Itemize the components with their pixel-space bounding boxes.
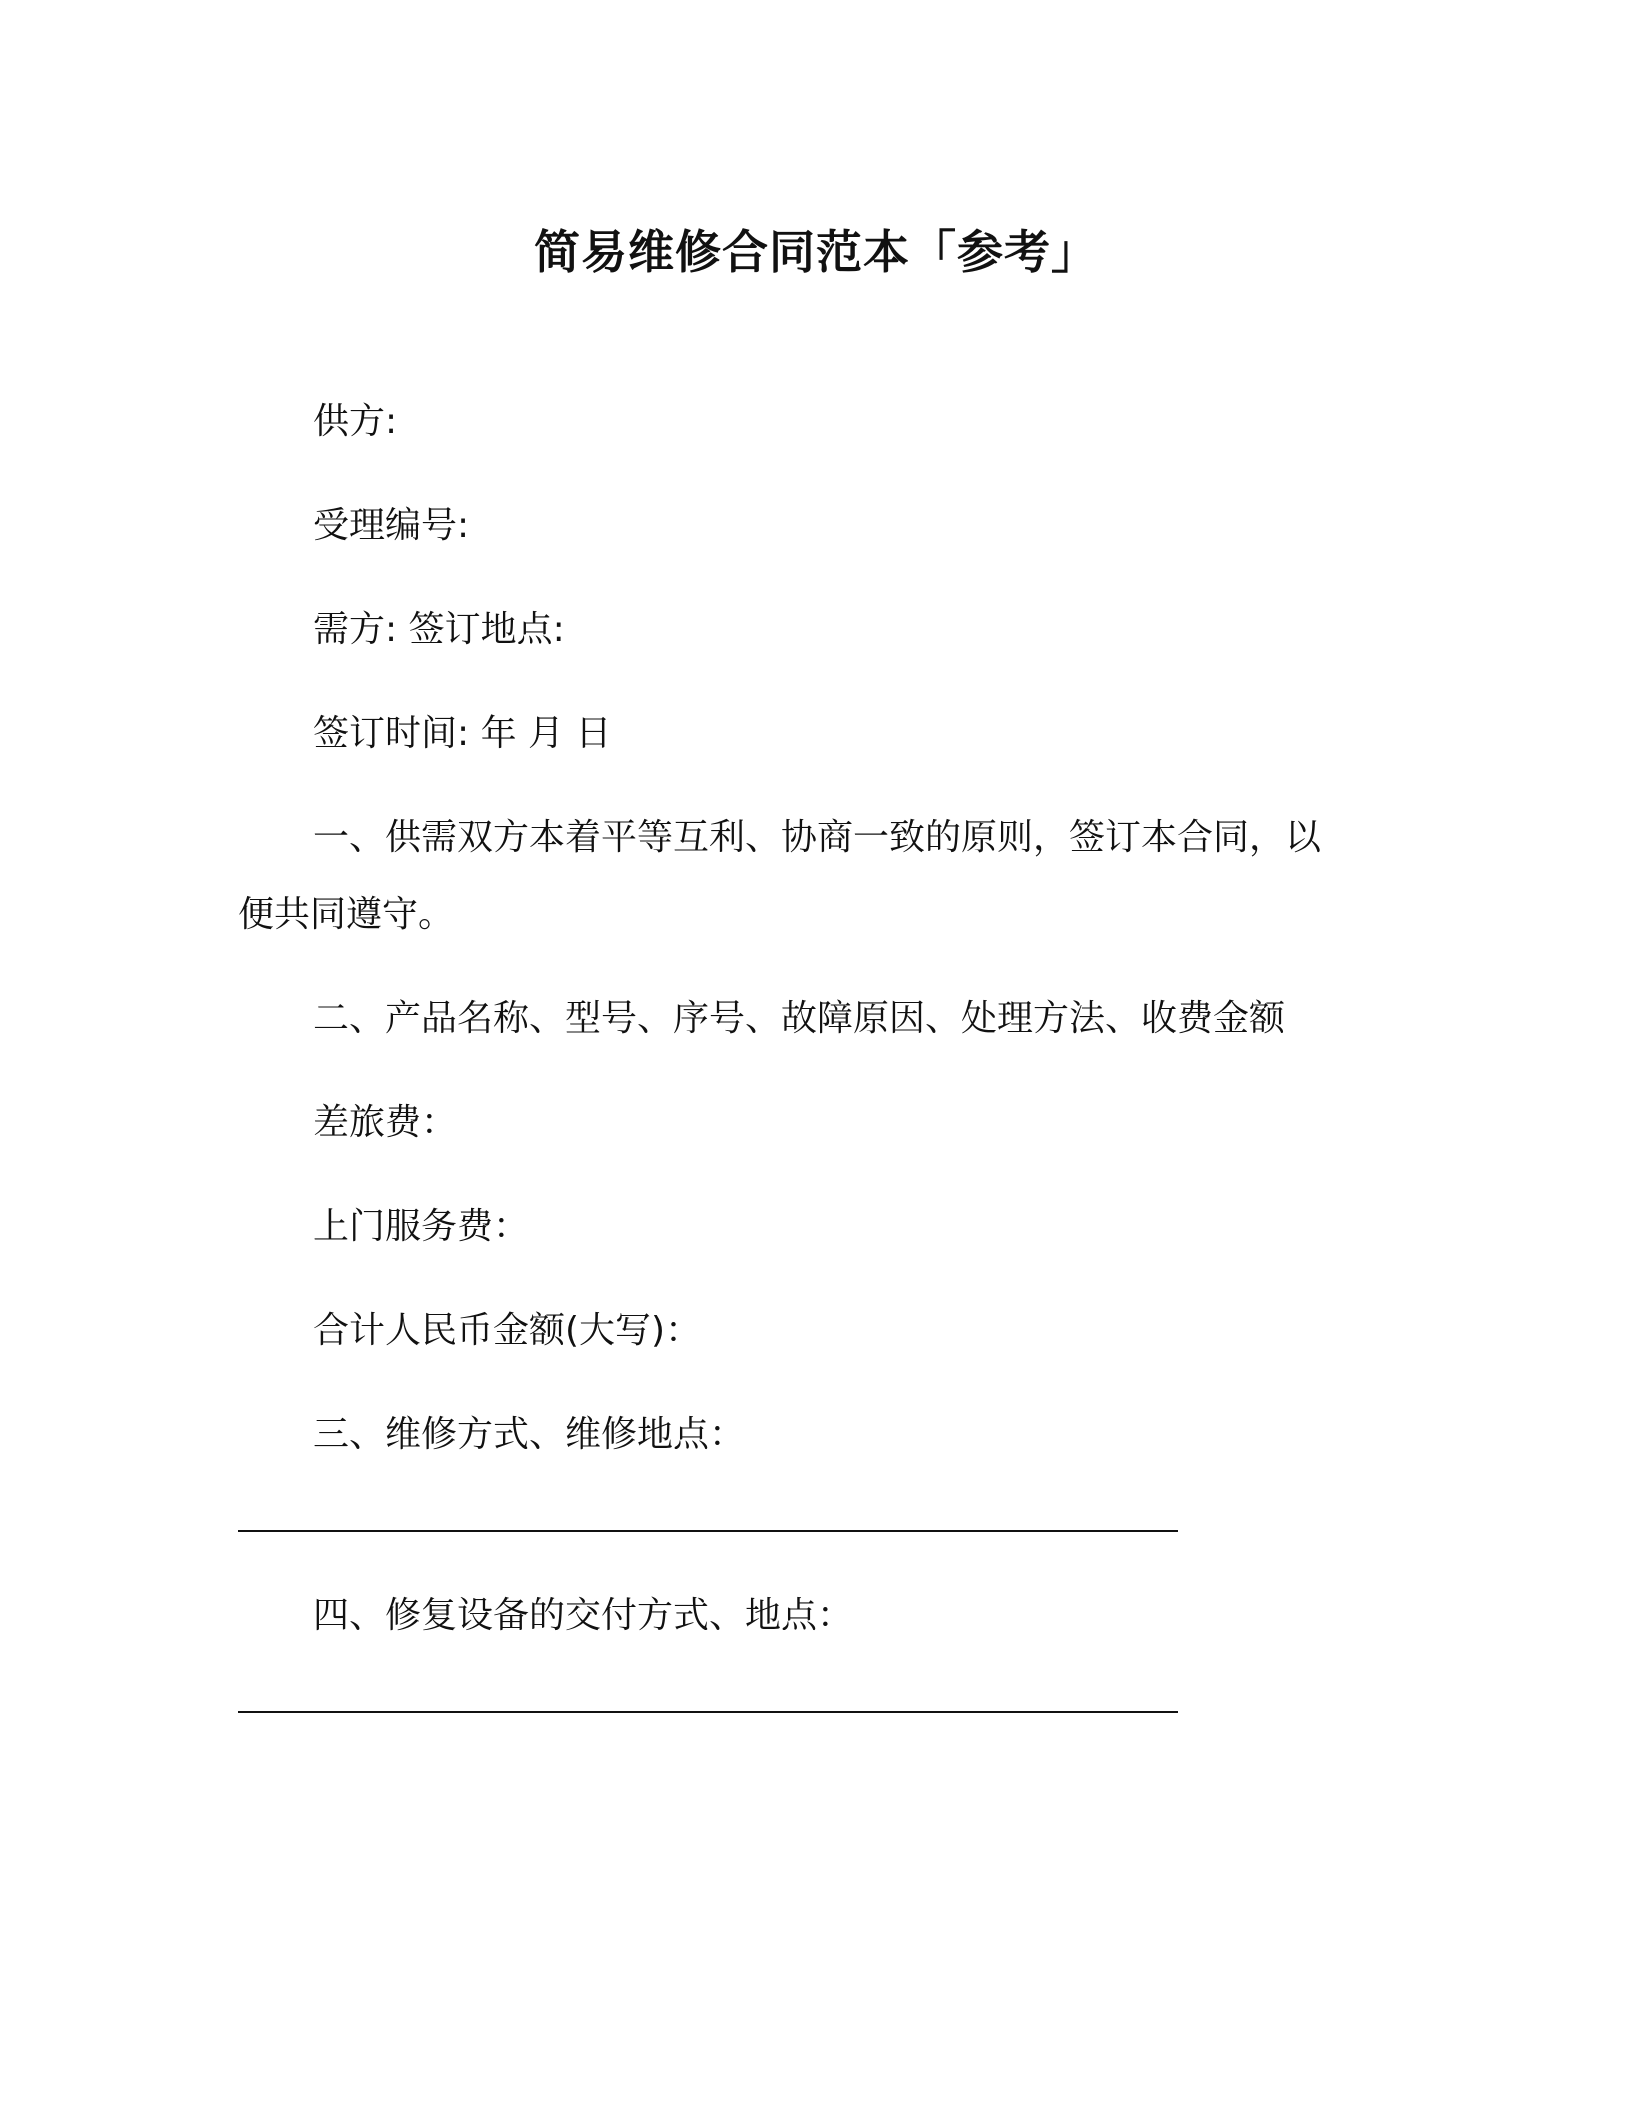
travel-expense-label: 差旅费： <box>313 1102 458 1143</box>
buyer-signing-place-label: 需方: 签订地点: <box>313 609 565 650</box>
clause-one-line-1: 一、供需双方本着平等互利、协商一致的原则，签订本合同，以 <box>313 817 1322 858</box>
clause-one-line-2: 便共同遵守。 <box>238 894 455 935</box>
clause-four: 四、修复设备的交付方式、地点： <box>313 1595 854 1636</box>
document-title: 简易维修合同范本「参考」 <box>534 225 1098 279</box>
clause-three: 三、维修方式、维修地点： <box>313 1414 746 1455</box>
fill-in-line-clause-four <box>238 1711 1178 1713</box>
clause-two: 二、产品名称、型号、序号、故障原因、处理方法、收费金额 <box>313 998 1286 1039</box>
onsite-service-fee-label: 上门服务费： <box>313 1206 530 1247</box>
supplier-label: 供方: <box>313 401 398 442</box>
signing-date-label: 签订时间: 年 月 日 <box>313 713 612 754</box>
total-rmb-amount-label: 合计人民币金额(大写)： <box>313 1310 702 1351</box>
acceptance-number-label: 受理编号: <box>313 505 470 546</box>
fill-in-line-clause-three <box>238 1530 1178 1532</box>
